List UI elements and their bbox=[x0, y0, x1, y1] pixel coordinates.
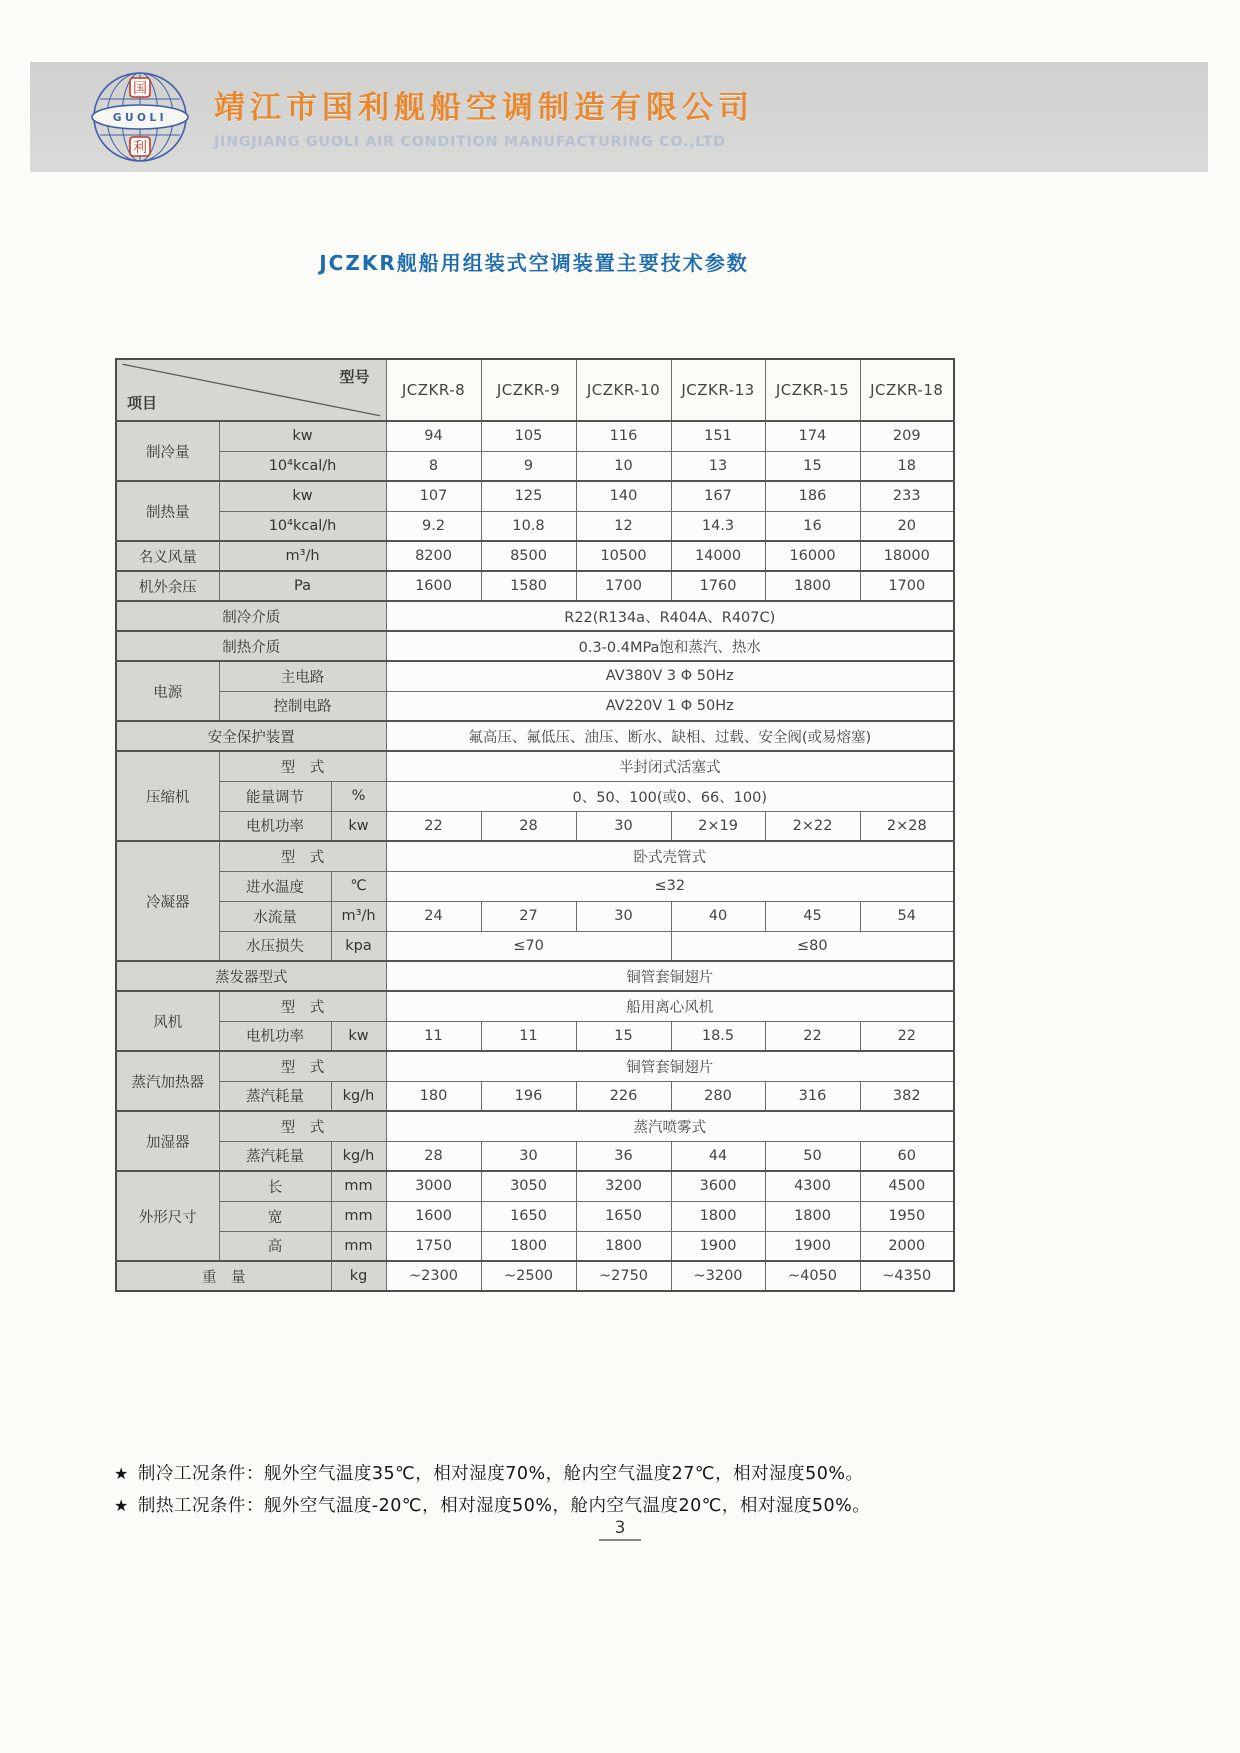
value-cell: 116 bbox=[576, 421, 671, 451]
row-dimension-width bbox=[116, 1201, 954, 1231]
label-cell: 主电路 bbox=[219, 661, 386, 691]
label-cell: 加湿器 bbox=[116, 1111, 219, 1171]
value-cell: ~4050 bbox=[765, 1261, 860, 1291]
footnote-heating-text: 制热工况条件：舰外空气温度-20℃，相对湿度50%，舱内空气温度20℃，相对湿度50%。 bbox=[137, 1496, 871, 1516]
label-cell: mm bbox=[331, 1231, 386, 1261]
label-cell: 冷凝器 bbox=[116, 841, 219, 961]
value-cell: 1650 bbox=[481, 1201, 576, 1231]
company-names bbox=[214, 82, 754, 150]
label-cell: 制热介质 bbox=[116, 631, 386, 661]
value-cell: 15 bbox=[576, 1021, 671, 1051]
label-cell: 重 量 bbox=[116, 1261, 331, 1291]
value-cell: 30 bbox=[481, 1141, 576, 1171]
label-cell: 制冷量 bbox=[116, 421, 219, 481]
value-cell: ≤70 bbox=[386, 931, 671, 961]
label-cell: 安全保护装置 bbox=[116, 721, 386, 751]
label-cell: 名义风量 bbox=[116, 541, 219, 571]
label-cell: kw bbox=[219, 481, 386, 511]
value-cell: 4500 bbox=[860, 1171, 954, 1201]
globe-logo-icon bbox=[90, 67, 190, 167]
star-icon: ★ bbox=[114, 1464, 129, 1483]
model-header-jczkr-15: JCZKR-15 bbox=[765, 359, 860, 421]
row-condenser-water-flow bbox=[116, 901, 954, 931]
value-cell: 1800 bbox=[576, 1231, 671, 1261]
row-dimension-height bbox=[116, 1231, 954, 1261]
value-cell: 151 bbox=[671, 421, 765, 451]
value-cell: 13 bbox=[671, 451, 765, 481]
value-cell: 226 bbox=[576, 1081, 671, 1111]
label-cell: 压缩机 bbox=[116, 751, 219, 841]
row-cooling-capacity-kcal bbox=[116, 451, 954, 481]
value-cell: 16000 bbox=[765, 541, 860, 571]
label-cell: 蒸汽加热器 bbox=[116, 1051, 219, 1111]
row-fan-motor-power bbox=[116, 1021, 954, 1051]
value-cell: 3600 bbox=[671, 1171, 765, 1201]
document-title: JCZKR舰船用组装式空调装置主要技术参数 bbox=[319, 251, 749, 275]
value-cell: 2×22 bbox=[765, 811, 860, 841]
value-cell: 24 bbox=[386, 901, 481, 931]
value-cell: 8 bbox=[386, 451, 481, 481]
corner-item-label: 项目 bbox=[127, 394, 158, 412]
corner-cell bbox=[116, 359, 386, 421]
label-cell: Pa bbox=[219, 571, 386, 601]
value-cell: 1900 bbox=[671, 1231, 765, 1261]
footnotes bbox=[114, 1458, 1124, 1522]
logo-bottom-char: 利 bbox=[133, 140, 147, 156]
company-name-cn: 靖江市国利舰船空调制造有限公司 bbox=[214, 90, 754, 126]
value-cell: 40 bbox=[671, 901, 765, 931]
value-cell: 14000 bbox=[671, 541, 765, 571]
row-heating-medium bbox=[116, 631, 954, 661]
model-header-jczkr-10: JCZKR-10 bbox=[576, 359, 671, 421]
value-cell: 44 bbox=[671, 1141, 765, 1171]
label-cell: ℃ bbox=[331, 871, 386, 901]
value-cell: 1580 bbox=[481, 571, 576, 601]
value-cell: 1750 bbox=[386, 1231, 481, 1261]
value-cell: AV220V 1 Φ 50Hz bbox=[386, 691, 954, 721]
value-cell: 11 bbox=[386, 1021, 481, 1051]
label-cell: 长 bbox=[219, 1171, 331, 1201]
label-cell: 机外余压 bbox=[116, 571, 219, 601]
row-heating-capacity-kw bbox=[116, 481, 954, 511]
value-cell: 167 bbox=[671, 481, 765, 511]
row-steam-heater-consumption bbox=[116, 1081, 954, 1111]
value-cell: 280 bbox=[671, 1081, 765, 1111]
value-cell: 60 bbox=[860, 1141, 954, 1171]
label-cell: mm bbox=[331, 1171, 386, 1201]
row-condenser-inlet-water-temp bbox=[116, 871, 954, 901]
label-cell: 能量调节 bbox=[219, 781, 331, 811]
value-cell: R22(R134a、R404A、R407C) bbox=[386, 601, 954, 631]
row-compressor-energy-regulation bbox=[116, 781, 954, 811]
value-cell: 22 bbox=[860, 1021, 954, 1051]
value-cell: 2×19 bbox=[671, 811, 765, 841]
row-cooling-medium bbox=[116, 601, 954, 631]
corner-model-label: 型号 bbox=[339, 368, 370, 386]
value-cell: ~3200 bbox=[671, 1261, 765, 1291]
label-cell: 高 bbox=[219, 1231, 331, 1261]
value-cell: 125 bbox=[481, 481, 576, 511]
value-cell: 1700 bbox=[860, 571, 954, 601]
value-cell: 18 bbox=[860, 451, 954, 481]
value-cell: ~4350 bbox=[860, 1261, 954, 1291]
value-cell: 18000 bbox=[860, 541, 954, 571]
row-cooling-capacity-kw bbox=[116, 421, 954, 451]
value-cell: 8200 bbox=[386, 541, 481, 571]
label-cell: 宽 bbox=[219, 1201, 331, 1231]
value-cell: 27 bbox=[481, 901, 576, 931]
label-cell: kw bbox=[331, 1021, 386, 1051]
row-dimension-length bbox=[116, 1171, 954, 1201]
value-cell: 9 bbox=[481, 451, 576, 481]
value-cell: 18.5 bbox=[671, 1021, 765, 1051]
value-cell: 36 bbox=[576, 1141, 671, 1171]
value-cell: 50 bbox=[765, 1141, 860, 1171]
row-heating-capacity-kcal bbox=[116, 511, 954, 541]
row-compressor-motor-power bbox=[116, 811, 954, 841]
label-cell: 型 式 bbox=[219, 991, 386, 1021]
label-cell: 水流量 bbox=[219, 901, 331, 931]
row-evaporator-type bbox=[116, 961, 954, 991]
label-cell: mm bbox=[331, 1201, 386, 1231]
value-cell: AV380V 3 Φ 50Hz bbox=[386, 661, 954, 691]
label-cell: kg/h bbox=[331, 1081, 386, 1111]
spec-table bbox=[115, 358, 955, 1292]
value-cell: 28 bbox=[481, 811, 576, 841]
value-cell: 1650 bbox=[576, 1201, 671, 1231]
row-condenser-type bbox=[116, 841, 954, 871]
label-cell: 外形尺寸 bbox=[116, 1171, 219, 1261]
row-steam-heater-type bbox=[116, 1051, 954, 1081]
value-cell: 16 bbox=[765, 511, 860, 541]
value-cell: 22 bbox=[386, 811, 481, 841]
value-cell: 14.3 bbox=[671, 511, 765, 541]
label-cell: m³/h bbox=[331, 901, 386, 931]
value-cell: 半封闭式活塞式 bbox=[386, 751, 954, 781]
label-cell: 蒸汽耗量 bbox=[219, 1141, 331, 1171]
row-power-main-circuit bbox=[116, 661, 954, 691]
value-cell: ≤32 bbox=[386, 871, 954, 901]
value-cell: 氟高压、氟低压、油压、断水、缺相、过载、安全阀(或易熔塞) bbox=[386, 721, 954, 751]
footnote-cooling-text: 制冷工况条件：舰外空气温度35℃，相对湿度70%，舱内空气温度27℃，相对湿度50%。 bbox=[137, 1464, 864, 1484]
value-cell: 30 bbox=[576, 811, 671, 841]
value-cell: 180 bbox=[386, 1081, 481, 1111]
spec-table-body bbox=[116, 421, 954, 1291]
value-cell: 196 bbox=[481, 1081, 576, 1111]
label-cell: % bbox=[331, 781, 386, 811]
value-cell: 28 bbox=[386, 1141, 481, 1171]
value-cell: 卧式壳管式 bbox=[386, 841, 954, 871]
label-cell: 型 式 bbox=[219, 751, 386, 781]
value-cell: 1800 bbox=[765, 1201, 860, 1231]
value-cell: 1600 bbox=[386, 571, 481, 601]
value-cell: 0、50、100(或0、66、100) bbox=[386, 781, 954, 811]
value-cell: 1760 bbox=[671, 571, 765, 601]
footnote-cooling-condition bbox=[114, 1458, 1124, 1490]
value-cell: 3200 bbox=[576, 1171, 671, 1201]
row-nominal-air-flow bbox=[116, 541, 954, 571]
label-cell: 型 式 bbox=[219, 841, 386, 871]
value-cell: ≤80 bbox=[671, 931, 954, 961]
value-cell: 蒸汽喷雾式 bbox=[386, 1111, 954, 1141]
label-cell: m³/h bbox=[219, 541, 386, 571]
label-cell: 电机功率 bbox=[219, 811, 331, 841]
label-cell: kg bbox=[331, 1261, 386, 1291]
row-weight bbox=[116, 1261, 954, 1291]
model-header-row bbox=[116, 359, 954, 421]
value-cell: 4300 bbox=[765, 1171, 860, 1201]
model-header-jczkr-18: JCZKR-18 bbox=[860, 359, 954, 421]
page-number-area bbox=[0, 1518, 1240, 1541]
logo-band-text: GUOLI bbox=[112, 112, 168, 124]
label-cell: 制冷介质 bbox=[116, 601, 386, 631]
value-cell: 11 bbox=[481, 1021, 576, 1051]
row-condenser-water-pressure-loss bbox=[116, 931, 954, 961]
value-cell: 1700 bbox=[576, 571, 671, 601]
label-cell: 制热量 bbox=[116, 481, 219, 541]
label-cell: kg/h bbox=[331, 1141, 386, 1171]
company-logo bbox=[90, 67, 190, 167]
value-cell: 233 bbox=[860, 481, 954, 511]
label-cell: 蒸发器型式 bbox=[116, 961, 386, 991]
value-cell: 8500 bbox=[481, 541, 576, 571]
label-cell: 型 式 bbox=[219, 1051, 386, 1081]
model-header-jczkr-9: JCZKR-9 bbox=[481, 359, 576, 421]
value-cell: 45 bbox=[765, 901, 860, 931]
value-cell: 1800 bbox=[671, 1201, 765, 1231]
value-cell: 2×28 bbox=[860, 811, 954, 841]
value-cell: 10.8 bbox=[481, 511, 576, 541]
value-cell: 铜管套铜翅片 bbox=[386, 1051, 954, 1081]
label-cell: 进水温度 bbox=[219, 871, 331, 901]
value-cell: 382 bbox=[860, 1081, 954, 1111]
label-cell: 风机 bbox=[116, 991, 219, 1051]
value-cell: 1900 bbox=[765, 1231, 860, 1261]
value-cell: 186 bbox=[765, 481, 860, 511]
label-cell: kw bbox=[219, 421, 386, 451]
label-cell: kpa bbox=[331, 931, 386, 961]
value-cell: 20 bbox=[860, 511, 954, 541]
logo-top-char: 国 bbox=[133, 81, 147, 97]
value-cell: 105 bbox=[481, 421, 576, 451]
value-cell: 107 bbox=[386, 481, 481, 511]
value-cell: 2000 bbox=[860, 1231, 954, 1261]
label-cell: 电机功率 bbox=[219, 1021, 331, 1051]
value-cell: 12 bbox=[576, 511, 671, 541]
value-cell: 10 bbox=[576, 451, 671, 481]
value-cell: 209 bbox=[860, 421, 954, 451]
value-cell: 94 bbox=[386, 421, 481, 451]
row-compressor-type bbox=[116, 751, 954, 781]
row-safety-protection bbox=[116, 721, 954, 751]
value-cell: 30 bbox=[576, 901, 671, 931]
value-cell: 3050 bbox=[481, 1171, 576, 1201]
label-cell: 电源 bbox=[116, 661, 219, 721]
row-humidifier-consumption bbox=[116, 1141, 954, 1171]
model-header-jczkr-13: JCZKR-13 bbox=[671, 359, 765, 421]
value-cell: 船用离心风机 bbox=[386, 991, 954, 1021]
value-cell: 1950 bbox=[860, 1201, 954, 1231]
value-cell: 1800 bbox=[765, 571, 860, 601]
value-cell: 54 bbox=[860, 901, 954, 931]
value-cell: 1800 bbox=[481, 1231, 576, 1261]
value-cell: 22 bbox=[765, 1021, 860, 1051]
company-header bbox=[30, 62, 1208, 172]
value-cell: 铜管套铜翅片 bbox=[386, 961, 954, 991]
value-cell: ~2500 bbox=[481, 1261, 576, 1291]
row-external-static-pressure bbox=[116, 571, 954, 601]
value-cell: 15 bbox=[765, 451, 860, 481]
page-number: 3 bbox=[599, 1518, 642, 1541]
star-icon: ★ bbox=[114, 1496, 129, 1515]
value-cell: 140 bbox=[576, 481, 671, 511]
value-cell: 9.2 bbox=[386, 511, 481, 541]
label-cell: 型 式 bbox=[219, 1111, 386, 1141]
value-cell: 3000 bbox=[386, 1171, 481, 1201]
model-header-jczkr-8: JCZKR-8 bbox=[386, 359, 481, 421]
label-cell: 10⁴kcal/h bbox=[219, 451, 386, 481]
value-cell: 174 bbox=[765, 421, 860, 451]
label-cell: 10⁴kcal/h bbox=[219, 511, 386, 541]
company-name-en: JINGJIANG GUOLI AIR CONDITION MANUFACTURING CO.,LTD bbox=[214, 134, 726, 150]
row-humidifier-type bbox=[116, 1111, 954, 1141]
label-cell: 水压损失 bbox=[219, 931, 331, 961]
row-fan-type bbox=[116, 991, 954, 1021]
label-cell: 蒸汽耗量 bbox=[219, 1081, 331, 1111]
value-cell: ~2750 bbox=[576, 1261, 671, 1291]
value-cell: 10500 bbox=[576, 541, 671, 571]
value-cell: 316 bbox=[765, 1081, 860, 1111]
value-cell: 0.3-0.4MPa饱和蒸汽、热水 bbox=[386, 631, 954, 661]
value-cell: 1600 bbox=[386, 1201, 481, 1231]
value-cell: ~2300 bbox=[386, 1261, 481, 1291]
row-power-control-circuit bbox=[116, 691, 954, 721]
label-cell: kw bbox=[331, 811, 386, 841]
label-cell: 控制电路 bbox=[219, 691, 386, 721]
